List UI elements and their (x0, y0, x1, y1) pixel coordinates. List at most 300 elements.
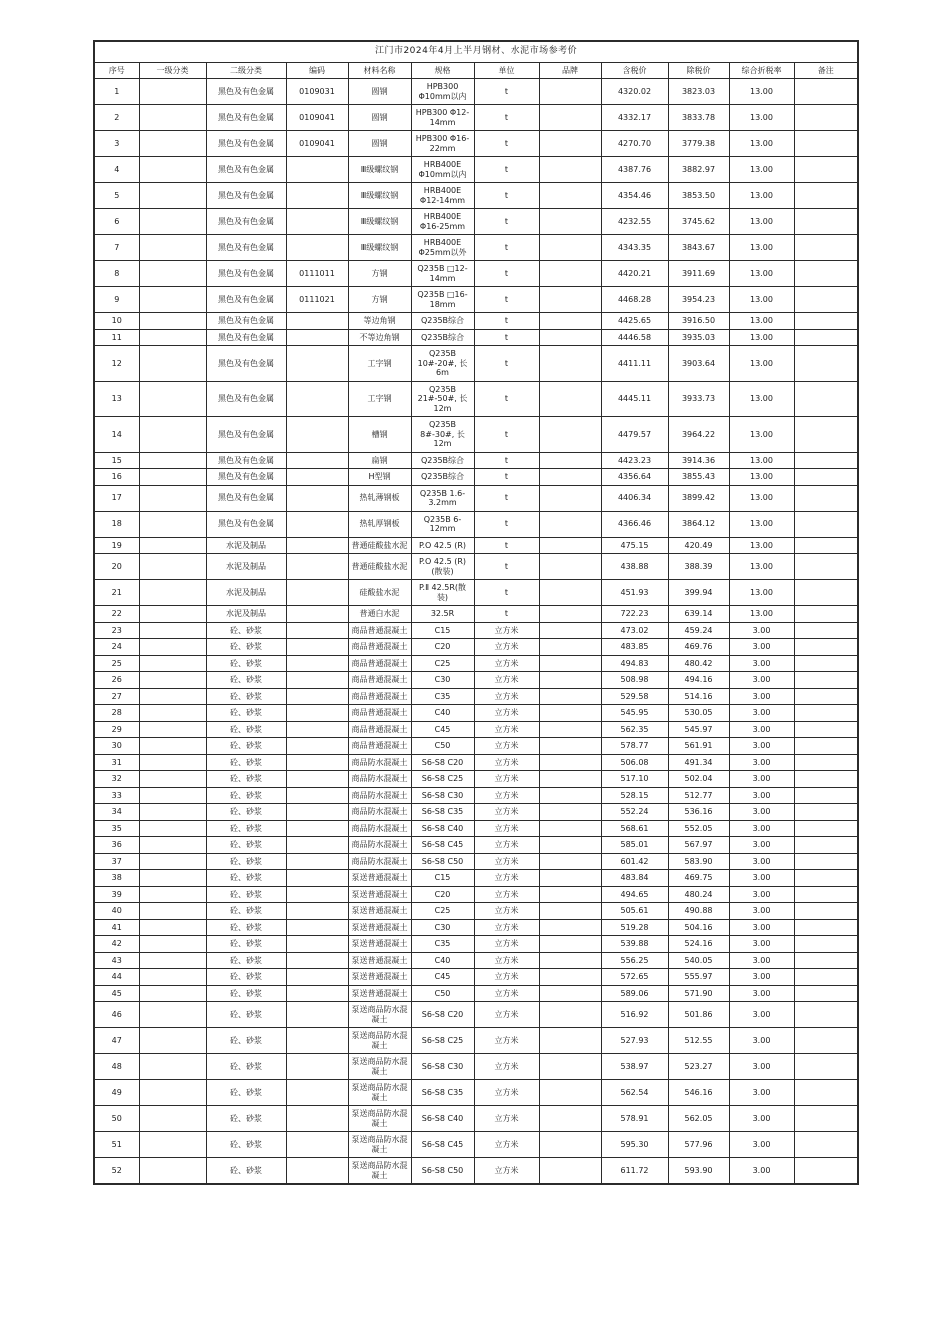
table-row (94, 639, 858, 656)
cell-material-name: 扁钢 (348, 452, 411, 469)
cell-code (286, 1002, 348, 1028)
cell-index: 46 (94, 1002, 139, 1028)
cell-tax-rate: 3.00 (729, 1054, 794, 1080)
cell-unit: 立方米 (474, 820, 539, 837)
table-row (94, 952, 858, 969)
cell-price-without-tax: 3903.64 (668, 346, 729, 382)
cell-spec: HPB300 Φ10mm以内 (411, 79, 474, 105)
cell-category-l2: 砼、砂浆 (206, 1080, 286, 1106)
col-header-code: 编码 (286, 62, 348, 79)
cell-brand (539, 705, 601, 722)
cell-brand (539, 771, 601, 788)
cell-material-name: 商品普通混凝土 (348, 622, 411, 639)
cell-brand (539, 804, 601, 821)
cell-spec: HPB300 Φ12-14mm (411, 105, 474, 131)
cell-material-name: 商品普通混凝土 (348, 738, 411, 755)
cell-price-without-tax: 388.39 (668, 554, 729, 580)
table-row (94, 157, 858, 183)
cell-material-name: 圆钢 (348, 79, 411, 105)
col-header-tax-rate: 综合折税率 (729, 62, 794, 79)
cell-code (286, 554, 348, 580)
cell-tax-rate: 13.00 (729, 235, 794, 261)
cell-category-l1 (139, 261, 206, 287)
cell-tax-rate: 3.00 (729, 903, 794, 920)
header-row (94, 62, 858, 79)
col-header-remark: 备注 (794, 62, 858, 79)
cell-unit: t (474, 183, 539, 209)
cell-brand (539, 985, 601, 1002)
cell-brand (539, 1106, 601, 1132)
cell-unit: t (474, 554, 539, 580)
cell-unit: 立方米 (474, 837, 539, 854)
cell-category-l1 (139, 1002, 206, 1028)
cell-price-with-tax: 552.24 (601, 804, 668, 821)
cell-brand (539, 639, 601, 656)
table-row (94, 105, 858, 131)
cell-remark (794, 820, 858, 837)
cell-index: 12 (94, 346, 139, 382)
cell-spec: C30 (411, 672, 474, 689)
cell-brand (539, 452, 601, 469)
cell-price-without-tax: 530.05 (668, 705, 729, 722)
cell-code (286, 485, 348, 511)
table-row (94, 985, 858, 1002)
cell-price-without-tax: 571.90 (668, 985, 729, 1002)
cell-category-l1 (139, 157, 206, 183)
cell-material-name: 商品防水混凝土 (348, 787, 411, 804)
table-row (94, 329, 858, 346)
cell-tax-rate: 3.00 (729, 721, 794, 738)
cell-category-l2: 黑色及有色金属 (206, 452, 286, 469)
cell-category-l1 (139, 1054, 206, 1080)
cell-price-with-tax: 506.08 (601, 754, 668, 771)
cell-index: 21 (94, 580, 139, 606)
cell-category-l2: 砼、砂浆 (206, 672, 286, 689)
col-header-category-l2: 二级分类 (206, 62, 286, 79)
cell-price-with-tax: 4232.55 (601, 209, 668, 235)
cell-code (286, 606, 348, 623)
cell-unit: 立方米 (474, 705, 539, 722)
cell-code (286, 787, 348, 804)
cell-price-with-tax: 529.58 (601, 688, 668, 705)
table-row (94, 903, 858, 920)
table-row (94, 919, 858, 936)
cell-unit: t (474, 157, 539, 183)
cell-material-name: 商品普通混凝土 (348, 639, 411, 656)
cell-brand (539, 537, 601, 554)
cell-index: 26 (94, 672, 139, 689)
cell-remark (794, 183, 858, 209)
cell-index: 13 (94, 381, 139, 417)
cell-price-without-tax: 469.75 (668, 870, 729, 887)
cell-category-l1 (139, 1028, 206, 1054)
cell-remark (794, 79, 858, 105)
cell-tax-rate: 3.00 (729, 1080, 794, 1106)
cell-category-l2: 砼、砂浆 (206, 985, 286, 1002)
price-table (93, 40, 859, 1185)
cell-price-with-tax: 4406.34 (601, 485, 668, 511)
cell-price-without-tax: 546.16 (668, 1080, 729, 1106)
cell-unit: 立方米 (474, 639, 539, 656)
cell-spec: C45 (411, 969, 474, 986)
cell-brand (539, 469, 601, 486)
cell-code (286, 511, 348, 537)
cell-spec: Q235B综合 (411, 313, 474, 330)
cell-spec: S6-S8 C25 (411, 771, 474, 788)
cell-price-without-tax: 3916.50 (668, 313, 729, 330)
cell-code (286, 469, 348, 486)
cell-spec: Q235B综合 (411, 329, 474, 346)
cell-spec: Q235B □16-18mm (411, 287, 474, 313)
cell-brand (539, 886, 601, 903)
cell-unit: 立方米 (474, 1158, 539, 1185)
table-row (94, 381, 858, 417)
cell-unit: t (474, 469, 539, 486)
cell-unit: t (474, 346, 539, 382)
cell-category-l2: 黑色及有色金属 (206, 183, 286, 209)
cell-material-name: 方钢 (348, 287, 411, 313)
cell-price-without-tax: 593.90 (668, 1158, 729, 1185)
cell-unit: 立方米 (474, 1054, 539, 1080)
cell-brand (539, 511, 601, 537)
cell-index: 22 (94, 606, 139, 623)
cell-material-name: 方钢 (348, 261, 411, 287)
cell-tax-rate: 3.00 (729, 1106, 794, 1132)
cell-unit: 立方米 (474, 804, 539, 821)
cell-material-name: 泵送普通混凝土 (348, 886, 411, 903)
cell-tax-rate: 3.00 (729, 771, 794, 788)
page-title: 江门市2024年4月上半月钢材、水泥市场参考价 (94, 41, 858, 62)
cell-material-name: 普通硅酸盐水泥 (348, 554, 411, 580)
col-header-unit: 单位 (474, 62, 539, 79)
cell-spec: Q235B综合 (411, 469, 474, 486)
cell-index: 41 (94, 919, 139, 936)
cell-unit: t (474, 606, 539, 623)
cell-index: 44 (94, 969, 139, 986)
cell-index: 8 (94, 261, 139, 287)
cell-unit: t (474, 235, 539, 261)
cell-price-without-tax: 3914.36 (668, 452, 729, 469)
cell-remark (794, 469, 858, 486)
cell-category-l2: 黑色及有色金属 (206, 485, 286, 511)
cell-brand (539, 209, 601, 235)
cell-index: 45 (94, 985, 139, 1002)
cell-remark (794, 554, 858, 580)
cell-remark (794, 952, 858, 969)
table-row (94, 537, 858, 554)
cell-code (286, 886, 348, 903)
cell-material-name: 槽钢 (348, 417, 411, 453)
cell-tax-rate: 13.00 (729, 452, 794, 469)
cell-category-l1 (139, 452, 206, 469)
cell-category-l1 (139, 969, 206, 986)
cell-index: 25 (94, 655, 139, 672)
cell-code (286, 919, 348, 936)
cell-category-l2: 砼、砂浆 (206, 936, 286, 953)
cell-category-l1 (139, 820, 206, 837)
cell-spec: C20 (411, 886, 474, 903)
table-head (94, 41, 858, 79)
cell-remark (794, 329, 858, 346)
cell-price-without-tax: 490.88 (668, 903, 729, 920)
cell-category-l2: 砼、砂浆 (206, 919, 286, 936)
cell-spec: C20 (411, 639, 474, 656)
cell-price-without-tax: 3779.38 (668, 131, 729, 157)
cell-index: 30 (94, 738, 139, 755)
cell-brand (539, 655, 601, 672)
cell-index: 16 (94, 469, 139, 486)
cell-brand (539, 346, 601, 382)
cell-category-l2: 砼、砂浆 (206, 886, 286, 903)
cell-spec: Q235B 21#-50#, 长12m (411, 381, 474, 417)
cell-material-name: 商品防水混凝土 (348, 804, 411, 821)
cell-spec: S6-S8 C50 (411, 853, 474, 870)
cell-unit: t (474, 537, 539, 554)
cell-category-l2: 砼、砂浆 (206, 771, 286, 788)
cell-category-l2: 黑色及有色金属 (206, 235, 286, 261)
cell-material-name: 等边角钢 (348, 313, 411, 330)
table-row (94, 837, 858, 854)
cell-index: 4 (94, 157, 139, 183)
cell-remark (794, 853, 858, 870)
cell-tax-rate: 13.00 (729, 183, 794, 209)
cell-category-l2: 砼、砂浆 (206, 1054, 286, 1080)
cell-price-without-tax: 3864.12 (668, 511, 729, 537)
cell-category-l2: 黑色及有色金属 (206, 105, 286, 131)
cell-unit: 立方米 (474, 655, 539, 672)
cell-remark (794, 870, 858, 887)
cell-material-name: 商品防水混凝土 (348, 837, 411, 854)
table-row (94, 511, 858, 537)
cell-spec: HRB400E Φ25mm以外 (411, 235, 474, 261)
cell-category-l1 (139, 721, 206, 738)
cell-unit: t (474, 511, 539, 537)
cell-tax-rate: 3.00 (729, 919, 794, 936)
cell-index: 47 (94, 1028, 139, 1054)
cell-price-without-tax: 399.94 (668, 580, 729, 606)
cell-remark (794, 261, 858, 287)
cell-remark (794, 705, 858, 722)
cell-spec: HPB300 Φ16-22mm (411, 131, 474, 157)
cell-code (286, 771, 348, 788)
cell-category-l2: 黑色及有色金属 (206, 209, 286, 235)
cell-index: 14 (94, 417, 139, 453)
cell-tax-rate: 3.00 (729, 952, 794, 969)
cell-price-with-tax: 545.95 (601, 705, 668, 722)
cell-category-l2: 砼、砂浆 (206, 969, 286, 986)
cell-category-l1 (139, 235, 206, 261)
cell-category-l2: 砼、砂浆 (206, 705, 286, 722)
cell-price-without-tax: 494.16 (668, 672, 729, 689)
cell-category-l2: 砼、砂浆 (206, 1132, 286, 1158)
cell-code: 0109031 (286, 79, 348, 105)
cell-unit: t (474, 452, 539, 469)
cell-material-name: Ⅲ级螺纹钢 (348, 157, 411, 183)
table-row (94, 820, 858, 837)
cell-index: 2 (94, 105, 139, 131)
cell-material-name: 商品防水混凝土 (348, 754, 411, 771)
cell-remark (794, 417, 858, 453)
cell-index: 29 (94, 721, 139, 738)
cell-category-l2: 砼、砂浆 (206, 688, 286, 705)
table-row (94, 313, 858, 330)
table-row (94, 853, 858, 870)
cell-remark (794, 313, 858, 330)
cell-code (286, 1028, 348, 1054)
cell-unit: 立方米 (474, 787, 539, 804)
cell-material-name: 商品防水混凝土 (348, 820, 411, 837)
cell-price-without-tax: 3853.50 (668, 183, 729, 209)
cell-price-with-tax: 4420.21 (601, 261, 668, 287)
cell-material-name: 泵送普通混凝土 (348, 870, 411, 887)
cell-price-with-tax: 516.92 (601, 1002, 668, 1028)
cell-price-without-tax: 502.04 (668, 771, 729, 788)
cell-spec: S6-S8 C20 (411, 1002, 474, 1028)
cell-price-with-tax: 4387.76 (601, 157, 668, 183)
cell-brand (539, 952, 601, 969)
cell-price-without-tax: 3745.62 (668, 209, 729, 235)
cell-brand (539, 936, 601, 953)
cell-price-without-tax: 3833.78 (668, 105, 729, 131)
cell-price-with-tax: 578.77 (601, 738, 668, 755)
cell-material-name: 泵送商品防水混凝土 (348, 1158, 411, 1185)
table-row (94, 183, 858, 209)
cell-unit: 立方米 (474, 886, 539, 903)
cell-code (286, 329, 348, 346)
cell-category-l1 (139, 131, 206, 157)
cell-material-name: 泵送商品防水混凝土 (348, 1054, 411, 1080)
cell-price-without-tax: 491.34 (668, 754, 729, 771)
cell-tax-rate: 3.00 (729, 1002, 794, 1028)
cell-material-name: 泵送商品防水混凝土 (348, 1106, 411, 1132)
cell-unit: t (474, 313, 539, 330)
table-row (94, 417, 858, 453)
cell-remark (794, 1158, 858, 1185)
cell-index: 9 (94, 287, 139, 313)
cell-price-with-tax: 494.83 (601, 655, 668, 672)
cell-index: 31 (94, 754, 139, 771)
cell-code (286, 209, 348, 235)
cell-remark (794, 346, 858, 382)
cell-price-without-tax: 3899.42 (668, 485, 729, 511)
cell-remark (794, 452, 858, 469)
cell-price-without-tax: 512.77 (668, 787, 729, 804)
cell-index: 20 (94, 554, 139, 580)
cell-price-with-tax: 4354.46 (601, 183, 668, 209)
cell-category-l1 (139, 903, 206, 920)
cell-code (286, 688, 348, 705)
col-header-category-l1: 一级分类 (139, 62, 206, 79)
cell-price-with-tax: 475.15 (601, 537, 668, 554)
table-row (94, 771, 858, 788)
cell-index: 38 (94, 870, 139, 887)
table-row (94, 787, 858, 804)
cell-category-l2: 砼、砂浆 (206, 903, 286, 920)
cell-code (286, 639, 348, 656)
cell-category-l1 (139, 639, 206, 656)
cell-index: 5 (94, 183, 139, 209)
cell-brand (539, 1158, 601, 1185)
cell-price-without-tax: 3911.69 (668, 261, 729, 287)
cell-spec: C35 (411, 688, 474, 705)
table-row (94, 469, 858, 486)
cell-price-with-tax: 517.10 (601, 771, 668, 788)
cell-spec: C30 (411, 919, 474, 936)
cell-spec: Q235B 10#-20#, 长6m (411, 346, 474, 382)
cell-remark (794, 1002, 858, 1028)
cell-category-l1 (139, 1158, 206, 1185)
cell-category-l2: 砼、砂浆 (206, 952, 286, 969)
cell-material-name: 工字钢 (348, 381, 411, 417)
cell-brand (539, 1132, 601, 1158)
cell-unit: 立方米 (474, 1002, 539, 1028)
table-row (94, 721, 858, 738)
cell-tax-rate: 3.00 (729, 639, 794, 656)
cell-remark (794, 655, 858, 672)
cell-code: 0111011 (286, 261, 348, 287)
cell-price-with-tax: 508.98 (601, 672, 668, 689)
cell-brand (539, 1054, 601, 1080)
cell-brand (539, 606, 601, 623)
cell-category-l2: 砼、砂浆 (206, 870, 286, 887)
cell-category-l2: 砼、砂浆 (206, 837, 286, 854)
cell-tax-rate: 3.00 (729, 985, 794, 1002)
cell-tax-rate: 13.00 (729, 209, 794, 235)
table-row (94, 606, 858, 623)
cell-tax-rate: 3.00 (729, 870, 794, 887)
cell-code (286, 672, 348, 689)
cell-price-without-tax: 583.90 (668, 853, 729, 870)
cell-spec: S6-S8 C35 (411, 804, 474, 821)
cell-category-l2: 砼、砂浆 (206, 1028, 286, 1054)
cell-price-without-tax: 3954.23 (668, 287, 729, 313)
cell-code (286, 580, 348, 606)
table-row (94, 1106, 858, 1132)
cell-price-with-tax: 595.30 (601, 1132, 668, 1158)
cell-remark (794, 639, 858, 656)
cell-unit: t (474, 287, 539, 313)
cell-remark (794, 936, 858, 953)
cell-tax-rate: 3.00 (729, 936, 794, 953)
cell-brand (539, 261, 601, 287)
cell-spec: S6-S8 C30 (411, 787, 474, 804)
cell-code (286, 655, 348, 672)
cell-category-l1 (139, 1132, 206, 1158)
cell-price-with-tax: 562.35 (601, 721, 668, 738)
cell-index: 50 (94, 1106, 139, 1132)
cell-index: 10 (94, 313, 139, 330)
cell-remark (794, 105, 858, 131)
cell-brand (539, 738, 601, 755)
cell-category-l2: 砼、砂浆 (206, 804, 286, 821)
cell-code (286, 1106, 348, 1132)
cell-code (286, 417, 348, 453)
cell-category-l1 (139, 952, 206, 969)
cell-price-without-tax: 3964.22 (668, 417, 729, 453)
cell-remark (794, 287, 858, 313)
table-body (94, 79, 858, 1185)
cell-remark (794, 738, 858, 755)
cell-code (286, 721, 348, 738)
cell-brand (539, 157, 601, 183)
cell-spec: C50 (411, 738, 474, 755)
cell-price-without-tax: 3855.43 (668, 469, 729, 486)
cell-price-with-tax: 505.61 (601, 903, 668, 920)
cell-index: 42 (94, 936, 139, 953)
table-row (94, 754, 858, 771)
cell-price-without-tax: 3935.03 (668, 329, 729, 346)
cell-category-l1 (139, 853, 206, 870)
